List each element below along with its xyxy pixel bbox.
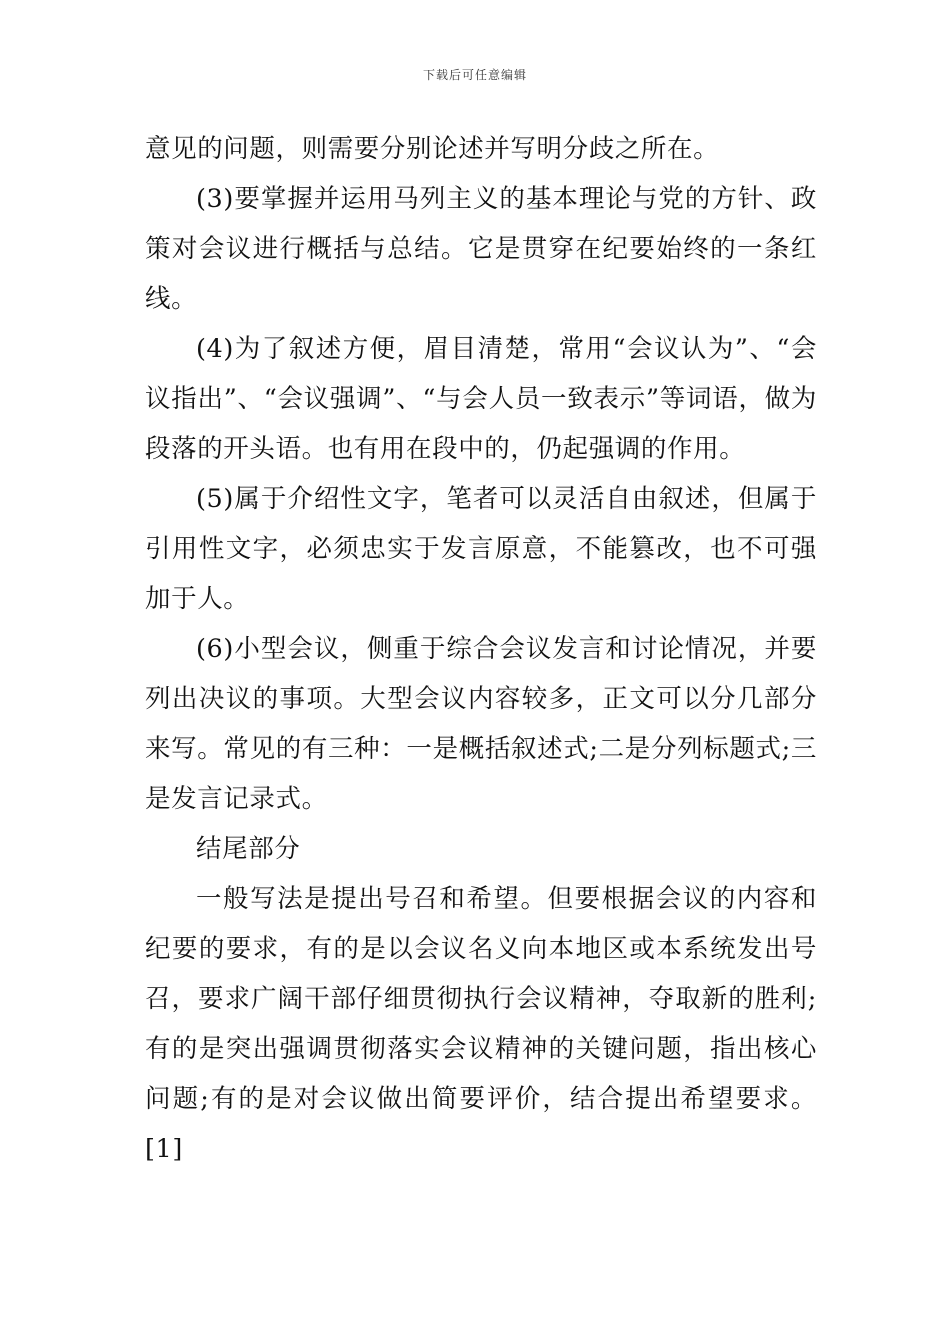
paragraph-point-4: (4)为了叙述方便，眉目清楚，常用“会议认为”、“会议指出”、“会议强调”、“与会人员一致表示”等词语，做为段落的开头语。也有用在段中的，仍起强调的作用。: [145, 334, 817, 464]
page-header-note: 下载后可任意编辑: [422, 68, 527, 82]
paragraph-point-5: (5)属于介绍性文字，笔者可以灵活自由叙述，但属于引用性文字，必须忠实于发言原意，不能篡改，也不可强加于人。: [145, 484, 817, 614]
paragraph-ending-body: 一般写法是提出号召和希望。但要根据会议的内容和纪要的要求，有的是以会议名义向本地区或本系统发出号召，要求广阔干部仔细贯彻执行会议精神，夺取新的胜利;有的是突出强调贯彻落实会议精神的关键问题，指出核心问题;有的是对会议做出简要评价，结合提出希望要求。[1]: [145, 884, 817, 1164]
paragraph-point-3: (3)要掌握并运用马列主义的基本理论与党的方针、政策对会议进行概括与总结。它是贯穿在纪要始终的一条红线。: [145, 184, 817, 314]
paragraph-continuation: 意见的问题，则需要分别论述并写明分歧之所在。: [145, 134, 720, 164]
paragraph-point-6: (6)小型会议，侧重于综合会议发言和讨论情况，并要列出决议的事项。大型会议内容较多，正文可以分几部分来写。常见的有三种：一是概括叙述式;二是分列标题式;三是发言记录式。: [145, 634, 817, 814]
document-body: [145, 124, 817, 1174]
section-heading-ending: 结尾部分: [196, 834, 301, 864]
